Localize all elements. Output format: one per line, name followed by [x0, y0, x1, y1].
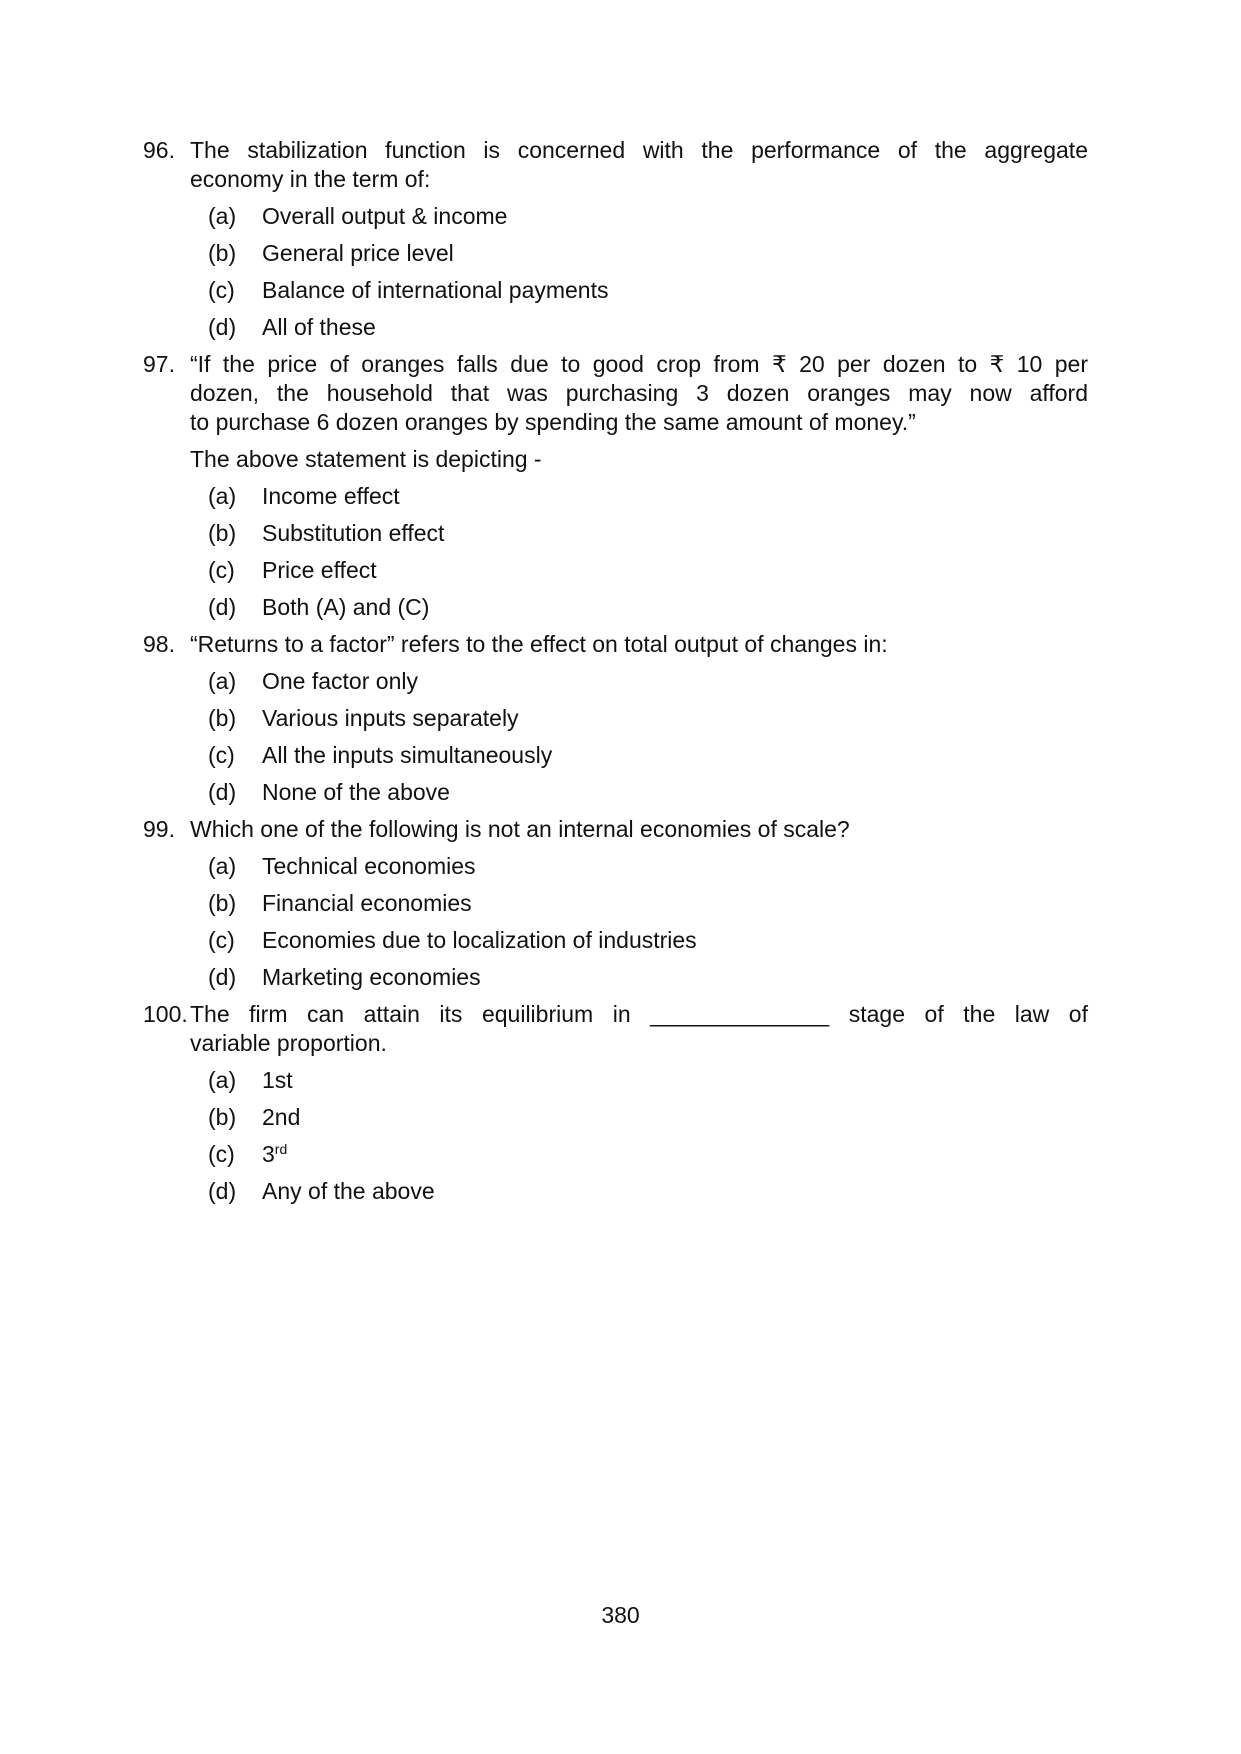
option-row — [190, 667, 1088, 696]
question-paragraph — [190, 445, 1088, 474]
option-label — [262, 276, 1088, 305]
question — [143, 815, 1088, 1000]
option-label — [262, 556, 1088, 585]
option-label — [262, 1177, 1088, 1206]
option-label — [262, 1140, 1088, 1169]
option-label-text: All of these — [262, 314, 376, 340]
question-paragraph — [190, 630, 1088, 659]
option-label-text: Any of the above — [262, 1178, 435, 1204]
option-marker: (a) — [208, 853, 237, 879]
option-row — [190, 519, 1088, 548]
question-text-line: “Returns to a factor” refers to the effect on total output of changes in: — [190, 631, 888, 657]
option-row — [190, 482, 1088, 511]
option-label-text: None of the above — [262, 779, 450, 805]
question-paragraph — [190, 350, 1088, 437]
option-row — [190, 313, 1088, 342]
question-paragraph — [190, 136, 1088, 194]
option-marker: (d) — [208, 779, 237, 805]
page-number: 380 — [601, 1602, 640, 1628]
option-row — [190, 963, 1088, 992]
option-label — [262, 313, 1088, 342]
option-marker: (d) — [208, 314, 237, 340]
question-text-line: to purchase 6 dozen oranges by spending the same amount of money.” — [190, 409, 916, 435]
option-label — [262, 741, 1088, 770]
option-marker: (c) — [208, 277, 235, 303]
option-label — [262, 239, 1088, 268]
option-label-text: Substitution effect — [262, 520, 445, 546]
option-row — [190, 1177, 1088, 1206]
question-text-line: The above statement is depicting - — [190, 446, 542, 472]
option-marker: (b) — [208, 240, 237, 266]
option-row — [190, 556, 1088, 585]
option-row — [190, 1140, 1088, 1169]
option-marker: (c) — [208, 927, 235, 953]
option-label — [262, 704, 1088, 733]
question-number: 97. — [143, 351, 175, 377]
option-label — [262, 519, 1088, 548]
option-marker: (c) — [208, 742, 235, 768]
option-marker: (d) — [208, 594, 237, 620]
option-row — [190, 926, 1088, 955]
option-marker: (d) — [208, 964, 237, 990]
option-row — [190, 239, 1088, 268]
option-label-text: 1st — [262, 1067, 293, 1093]
option-marker: (a) — [208, 483, 237, 509]
option-label — [262, 1066, 1088, 1095]
question-text-line: The firm can attain its equilibrium in ______________ stage of the law of — [190, 1001, 1088, 1027]
option-label-text: Income effect — [262, 483, 400, 509]
option-marker: (b) — [208, 1104, 237, 1130]
option-row — [190, 276, 1088, 305]
option-marker: (c) — [208, 1141, 235, 1167]
option-label — [262, 1103, 1088, 1132]
question-body — [190, 630, 1088, 815]
option-marker: (a) — [208, 203, 237, 229]
question-body — [190, 815, 1088, 1000]
option-marker: (b) — [208, 705, 237, 731]
question-body — [190, 1000, 1088, 1214]
question-text-line: The stabilization function is concerned with the performance of the aggregate — [190, 137, 1088, 163]
option-label — [262, 667, 1088, 696]
option-label-superscript: rd — [274, 1141, 288, 1157]
option-label — [262, 926, 1088, 955]
option-label-text: 3 — [262, 1141, 275, 1167]
option-label — [262, 852, 1088, 881]
option-label-text: General price level — [262, 240, 454, 266]
option-row — [190, 852, 1088, 881]
option-row — [190, 202, 1088, 231]
option-label-text: Marketing economies — [262, 964, 481, 990]
option-label — [262, 963, 1088, 992]
question-number: 100. — [143, 1001, 188, 1027]
option-label-text: All the inputs simultaneously — [262, 742, 553, 768]
option-label-text: One factor only — [262, 668, 418, 694]
option-label-text: Price effect — [262, 557, 377, 583]
option-row — [190, 889, 1088, 918]
question-text-line: variable proportion. — [190, 1030, 387, 1056]
questions-block — [143, 136, 1088, 1214]
question-number: 98. — [143, 631, 175, 657]
option-row — [190, 778, 1088, 807]
question-paragraph — [190, 815, 1088, 844]
option-label-text: Financial economies — [262, 890, 472, 916]
question-body — [190, 136, 1088, 350]
question-text-line: Which one of the following is not an internal economies of scale? — [190, 816, 850, 842]
option-marker: (b) — [208, 890, 237, 916]
option-row — [190, 1103, 1088, 1132]
question-paragraph — [190, 1000, 1088, 1058]
option-label-text: Overall output & income — [262, 203, 508, 229]
option-label-text: Both (A) and (C) — [262, 594, 430, 620]
option-row — [190, 593, 1088, 622]
question-body — [190, 350, 1088, 630]
question — [143, 1000, 1088, 1214]
question-text-line: “If the price of oranges falls due to good crop from ₹ 20 per dozen to ₹ 10 per — [190, 351, 1088, 377]
question-text-line: economy in the term of: — [190, 166, 431, 192]
question-number: 96. — [143, 137, 175, 163]
option-label — [262, 778, 1088, 807]
question-number: 99. — [143, 816, 175, 842]
option-marker: (c) — [208, 557, 235, 583]
question — [143, 630, 1088, 815]
option-marker: (a) — [208, 668, 237, 694]
option-label-text: Technical economies — [262, 853, 476, 879]
option-label-text: Economies due to localization of industries — [262, 927, 697, 953]
option-row — [190, 741, 1088, 770]
option-marker: (d) — [208, 1178, 237, 1204]
question-text-line: dozen, the household that was purchasing 3 dozen oranges may now afford — [190, 380, 1088, 406]
option-marker: (a) — [208, 1067, 237, 1093]
option-label — [262, 482, 1088, 511]
option-label-text: Balance of international payments — [262, 277, 609, 303]
option-label — [262, 202, 1088, 231]
option-marker: (b) — [208, 520, 237, 546]
option-label — [262, 593, 1088, 622]
option-row — [190, 704, 1088, 733]
question — [143, 136, 1088, 350]
option-row — [190, 1066, 1088, 1095]
option-label-text: Various inputs separately — [262, 705, 519, 731]
question — [143, 350, 1088, 630]
option-label-text: 2nd — [262, 1104, 301, 1130]
option-label — [262, 889, 1088, 918]
